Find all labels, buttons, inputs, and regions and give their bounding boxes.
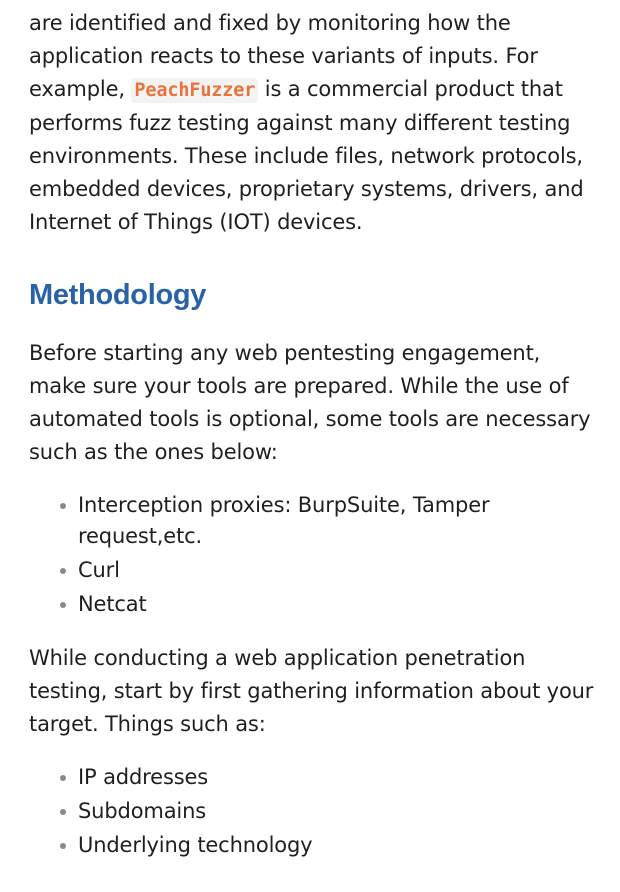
tools-list — [29, 490, 600, 620]
tools-paragraph: Before starting any web pentesting engagement, make sure your tools are prepared. While the use of automated tools is optional, some tools are necessary such as the ones below: — [29, 341, 591, 464]
list-item — [78, 555, 600, 586]
bullet-icon — [60, 775, 66, 781]
bullet-icon — [60, 843, 66, 849]
list-item — [78, 762, 600, 793]
bullet-icon — [60, 602, 66, 608]
list-item-text: IP addresses — [78, 765, 209, 789]
list-item — [78, 589, 600, 620]
intro-text-end: is a commercial product that performs fuzz testing against many different testing environments. These include files, network protocols, embedded devices, proprietary systems, drivers, and Internet of Things (IOT) devices. — [29, 77, 584, 234]
list-item — [78, 490, 600, 552]
intro-paragraph — [29, 7, 600, 239]
info-list — [29, 762, 600, 861]
bullet-icon — [60, 809, 66, 815]
section-heading-methodology: Methodology — [29, 279, 207, 311]
bullet-icon — [60, 503, 66, 509]
list-item-text: Subdomains — [78, 799, 207, 823]
list-item-text: Underlying technology — [78, 833, 313, 857]
bullet-icon — [60, 568, 66, 574]
list-item — [78, 796, 600, 827]
info-paragraph: While conducting a web application penetration testing, start by first gathering information about your target. Things such as: — [29, 646, 594, 736]
intro-text-start: are identified and fixed by monitoring how the application reacts to these variants of inputs. For example, — [29, 11, 538, 101]
list-item-text: Interception proxies: BurpSuite, Tamper request,etc. — [78, 493, 490, 548]
list-item-text: Curl — [78, 558, 120, 582]
list-item-text: Netcat — [78, 592, 147, 616]
list-item — [78, 830, 600, 861]
inline-code-peachfuzzer: PeachFuzzer — [131, 78, 258, 103]
